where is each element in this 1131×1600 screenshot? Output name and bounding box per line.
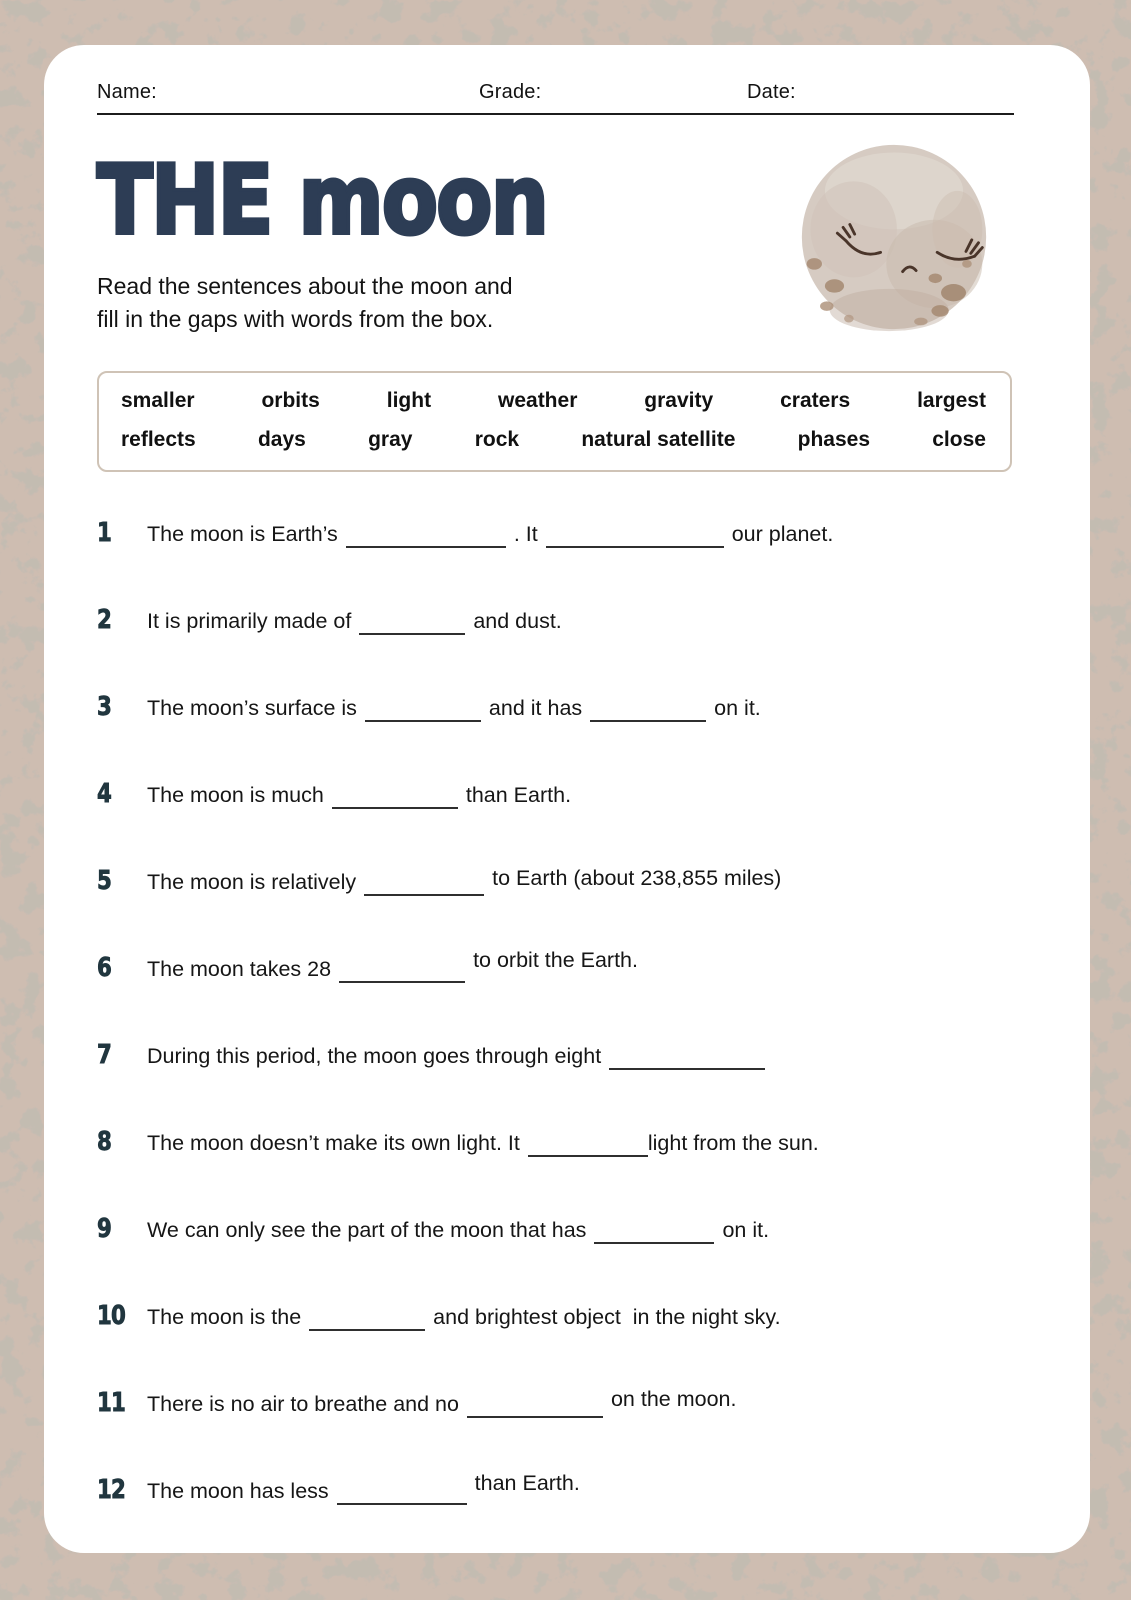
- question-text: . It: [513, 522, 538, 547]
- question-row: [97, 692, 1012, 723]
- question-text: to orbit the Earth.: [473, 948, 638, 973]
- question-number: 7: [97, 1040, 112, 1071]
- question-text: on it.: [714, 696, 761, 721]
- question-text: It is primarily made of: [147, 609, 352, 634]
- question-sentence: [147, 1041, 1012, 1071]
- question-sentence: [147, 1389, 1012, 1419]
- answer-blank[interactable]: [528, 1137, 648, 1157]
- question-sentence: [147, 1215, 1012, 1245]
- word-bank-word: weather: [498, 389, 578, 413]
- question-text: and brightest object in the night sky.: [433, 1305, 781, 1330]
- answer-blank[interactable]: [364, 876, 484, 896]
- answer-blank[interactable]: [332, 789, 458, 809]
- word-bank-row-1: [121, 389, 986, 413]
- question-text: on it.: [722, 1218, 770, 1243]
- question-number: 9: [97, 1214, 112, 1245]
- question-sentence: [147, 867, 1012, 897]
- title-row: [97, 146, 1012, 335]
- answer-blank[interactable]: [346, 528, 506, 548]
- question-sentence: [147, 948, 1012, 984]
- word-bank-word: smaller: [121, 389, 195, 413]
- question-row: [97, 1471, 1012, 1506]
- question-number: 12: [97, 1475, 126, 1506]
- grade-field-label[interactable]: Grade:: [479, 81, 542, 103]
- answer-blank[interactable]: [546, 528, 724, 548]
- question-text: The moon is the: [147, 1305, 302, 1330]
- question-row: [97, 1301, 1012, 1332]
- word-bank-word: natural satellite: [581, 428, 736, 452]
- word-bank-word: rock: [474, 428, 520, 452]
- question-sentence: [147, 780, 1012, 810]
- answer-blank[interactable]: [309, 1311, 425, 1331]
- word-bank-word: light: [386, 389, 432, 413]
- date-field-label[interactable]: Date:: [747, 81, 796, 103]
- question-sentence: [147, 1471, 1012, 1506]
- word-bank-word: close: [932, 428, 986, 452]
- question-text: During this period, the moon goes through eight: [147, 1044, 602, 1069]
- question-text: on the moon.: [610, 1387, 737, 1412]
- word-bank-word: gray: [368, 428, 413, 452]
- question-row: [97, 1214, 1012, 1245]
- answer-blank[interactable]: [339, 963, 465, 983]
- question-text: The moon is Earth’s: [147, 522, 338, 547]
- word-bank: [97, 371, 1012, 472]
- question-text: than Earth.: [465, 783, 572, 808]
- question-text: and it has: [488, 696, 583, 721]
- question-number: 6: [97, 953, 112, 984]
- question-sentence: [147, 1128, 1012, 1158]
- instructions: [97, 270, 798, 335]
- header-fields: [97, 81, 1012, 104]
- question-text: The moon is much: [147, 783, 324, 808]
- question-number: 1: [97, 518, 112, 549]
- question-text: There is no air to breathe and no: [147, 1392, 459, 1417]
- header-underline: [97, 113, 1014, 115]
- answer-blank[interactable]: [337, 1485, 467, 1505]
- question-text: The moon takes 28: [147, 957, 332, 982]
- moon-illustration: [798, 141, 990, 333]
- question-row: [97, 1040, 1012, 1071]
- question-text: The moon’s surface is: [147, 696, 357, 721]
- question-row: [97, 605, 1012, 636]
- page-title: THE moon: [97, 146, 548, 256]
- question-sentence: [147, 1302, 1012, 1332]
- question-text: to Earth (about 238,855 miles): [492, 866, 782, 891]
- question-row: [97, 1127, 1012, 1158]
- word-bank-word: orbits: [261, 389, 320, 413]
- name-field-label[interactable]: Name:: [97, 81, 157, 103]
- instructions-line-1: Read the sentences about the moon and: [97, 273, 513, 300]
- answer-blank[interactable]: [609, 1050, 765, 1070]
- word-bank-word: reflects: [121, 428, 196, 452]
- question-row: [97, 866, 1012, 897]
- question-number: 10: [97, 1301, 126, 1332]
- question-sentence: [147, 519, 1012, 549]
- question-number: 4: [97, 779, 112, 810]
- question-number: 3: [97, 692, 112, 723]
- question-number: 2: [97, 605, 112, 636]
- word-bank-word: phases: [797, 428, 870, 452]
- question-text: The moon doesn’t make its own light. It: [147, 1131, 520, 1156]
- question-sentence: [147, 693, 1012, 723]
- answer-blank[interactable]: [365, 702, 481, 722]
- answer-blank[interactable]: [590, 702, 706, 722]
- answer-blank[interactable]: [467, 1398, 603, 1418]
- question-text: The moon has less: [147, 1479, 329, 1504]
- question-row: [97, 518, 1012, 549]
- question-text: our planet.: [731, 522, 834, 547]
- word-bank-row-2: [121, 428, 986, 452]
- questions-list: [97, 518, 1012, 1506]
- question-number: 8: [97, 1127, 112, 1158]
- question-text: than Earth.: [474, 1471, 580, 1496]
- question-row: [97, 779, 1012, 810]
- question-number: 5: [97, 866, 112, 897]
- worksheet-card: [44, 45, 1090, 1553]
- question-sentence: [147, 606, 1012, 636]
- question-text: and dust.: [473, 609, 562, 634]
- answer-blank[interactable]: [594, 1224, 714, 1244]
- question-row: [97, 948, 1012, 984]
- question-text: light from the sun.: [647, 1131, 819, 1156]
- word-bank-word: largest: [917, 389, 986, 413]
- question-row: [97, 1388, 1012, 1419]
- question-text: We can only see the part of the moon that has: [147, 1218, 587, 1243]
- answer-blank[interactable]: [359, 615, 465, 635]
- question-number: 11: [97, 1388, 126, 1419]
- word-bank-word: craters: [780, 389, 851, 413]
- instructions-line-2: fill in the gaps with words from the box.: [97, 305, 494, 332]
- word-bank-word: days: [257, 428, 306, 452]
- word-bank-word: gravity: [644, 389, 714, 413]
- question-text: The moon is relatively: [147, 870, 357, 895]
